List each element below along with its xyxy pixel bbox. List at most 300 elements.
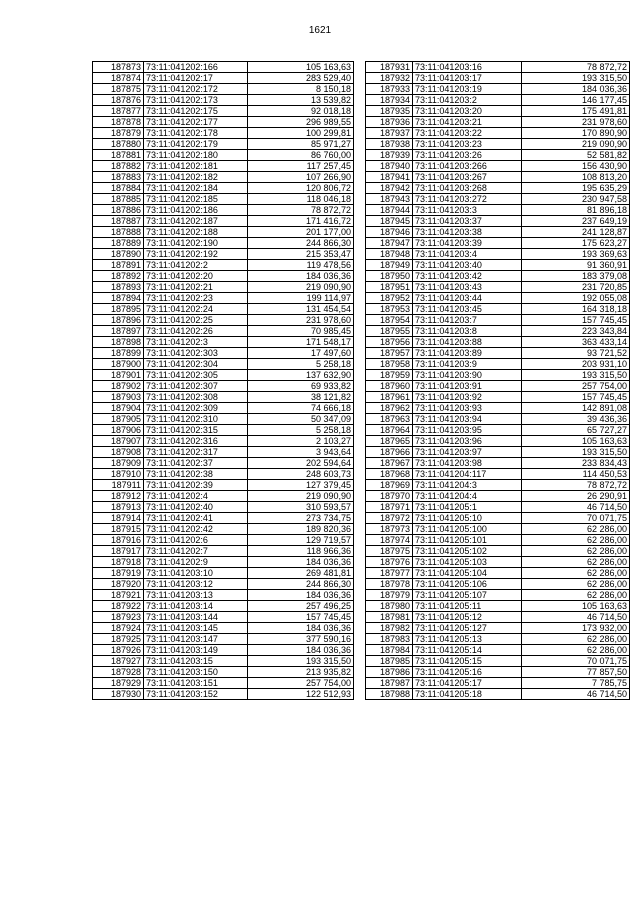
row-number-cell: 187948 (366, 249, 413, 260)
table-row (366, 414, 630, 425)
row-number-cell: 187899 (93, 348, 144, 359)
row-number-cell: 187931 (366, 62, 413, 73)
cadastral-value-cell: 244 866,30 (248, 579, 354, 590)
cadastral-value-cell: 5 258,18 (248, 425, 354, 436)
table-row (93, 513, 354, 524)
cadastral-value-cell: 363 433,14 (522, 337, 630, 348)
cadastral-number-cell: 73:11:041203:149 (144, 645, 248, 656)
cadastral-value-cell: 85 971,27 (248, 139, 354, 150)
table-row (93, 117, 354, 128)
cadastral-number-cell: 73:11:041202:4 (144, 491, 248, 502)
cadastral-value-cell: 233 834,43 (522, 458, 630, 469)
table-row (366, 667, 630, 678)
table-row (93, 315, 354, 326)
cadastral-number-cell: 73:11:041202:166 (144, 62, 248, 73)
row-number-cell: 187947 (366, 238, 413, 249)
row-number-cell: 187959 (366, 370, 413, 381)
cadastral-number-cell: 73:11:041203:21 (413, 117, 522, 128)
cadastral-number-cell: 73:11:041205:16 (413, 667, 522, 678)
row-number-cell: 187936 (366, 117, 413, 128)
table-row (93, 678, 354, 689)
table-row (93, 359, 354, 370)
row-number-cell: 187939 (366, 150, 413, 161)
cadastral-number-cell: 73:11:041202:175 (144, 106, 248, 117)
cadastral-value-cell: 8 150,18 (248, 84, 354, 95)
table-row (366, 491, 630, 502)
cadastral-number-cell: 73:11:041202:37 (144, 458, 248, 469)
cadastral-number-cell: 73:11:041203:150 (144, 667, 248, 678)
cadastral-number-cell: 73:11:041203:38 (413, 227, 522, 238)
cadastral-value-cell: 105 163,63 (248, 62, 354, 73)
cadastral-number-cell: 73:11:041205:127 (413, 623, 522, 634)
cadastral-value-cell: 248 603,73 (248, 469, 354, 480)
cadastral-number-cell: 73:11:041202:310 (144, 414, 248, 425)
cadastral-number-cell: 73:11:041202:173 (144, 95, 248, 106)
cadastral-value-cell: 122 512,93 (248, 689, 354, 700)
table-row (366, 62, 630, 73)
table-row (93, 249, 354, 260)
cadastral-value-cell: 213 935,82 (248, 667, 354, 678)
cadastral-value-cell: 219 090,90 (248, 491, 354, 502)
cadastral-value-cell: 3 943,64 (248, 447, 354, 458)
cadastral-number-cell: 73:11:041203:22 (413, 128, 522, 139)
table-row (93, 590, 354, 601)
table-row (93, 645, 354, 656)
row-number-cell: 187968 (366, 469, 413, 480)
cadastral-value-cell: 78 872,72 (522, 480, 630, 491)
cadastral-value-cell: 193 315,50 (522, 370, 630, 381)
table-row (366, 524, 630, 535)
row-number-cell: 187927 (93, 656, 144, 667)
table-row (366, 557, 630, 568)
cadastral-number-cell: 73:11:041203:44 (413, 293, 522, 304)
cadastral-value-cell: 137 632,90 (248, 370, 354, 381)
row-number-cell: 187901 (93, 370, 144, 381)
cadastral-number-cell: 73:11:041203:17 (413, 73, 522, 84)
cadastral-number-cell: 73:11:041205:102 (413, 546, 522, 557)
cadastral-value-cell: 118 046,18 (248, 194, 354, 205)
cadastral-number-cell: 73:11:041203:20 (413, 106, 522, 117)
cadastral-number-cell: 73:11:041203:90 (413, 370, 522, 381)
cadastral-number-cell: 73:11:041203:97 (413, 447, 522, 458)
cadastral-number-cell: 73:11:041205:17 (413, 678, 522, 689)
row-number-cell: 187975 (366, 546, 413, 557)
cadastral-number-cell: 73:11:041203:42 (413, 271, 522, 282)
table-row (93, 425, 354, 436)
cadastral-value-cell: 171 416,72 (248, 216, 354, 227)
row-number-cell: 187918 (93, 557, 144, 568)
table-row (366, 546, 630, 557)
row-number-cell: 187879 (93, 128, 144, 139)
cadastral-value-cell: 74 666,18 (248, 403, 354, 414)
cadastral-number-cell: 73:11:041203:145 (144, 623, 248, 634)
cadastral-number-cell: 73:11:041202:17 (144, 73, 248, 84)
row-number-cell: 187981 (366, 612, 413, 623)
row-number-cell: 187888 (93, 227, 144, 238)
row-number-cell: 187979 (366, 590, 413, 601)
cadastral-number-cell: 73:11:041202:24 (144, 304, 248, 315)
cadastral-number-cell: 73:11:041205:10 (413, 513, 522, 524)
cadastral-number-cell: 73:11:041202:38 (144, 469, 248, 480)
table-row (93, 414, 354, 425)
row-number-cell: 187916 (93, 535, 144, 546)
row-number-cell: 187890 (93, 249, 144, 260)
table-row (93, 293, 354, 304)
table-row (93, 546, 354, 557)
cadastral-value-cell: 120 806,72 (248, 183, 354, 194)
row-number-cell: 187882 (93, 161, 144, 172)
cadastral-value-cell: 62 286,00 (522, 524, 630, 535)
table-row (366, 447, 630, 458)
cadastral-number-cell: 73:11:041202:317 (144, 447, 248, 458)
row-number-cell: 187914 (93, 513, 144, 524)
row-number-cell: 187967 (366, 458, 413, 469)
cadastral-number-cell: 73:11:041202:315 (144, 425, 248, 436)
table-row (93, 469, 354, 480)
row-number-cell: 187915 (93, 524, 144, 535)
cadastral-value-cell: 105 163,63 (522, 436, 630, 447)
row-number-cell: 187964 (366, 425, 413, 436)
row-number-cell: 187897 (93, 326, 144, 337)
cadastral-value-cell: 156 430,90 (522, 161, 630, 172)
table-row (93, 282, 354, 293)
cadastral-number-cell: 73:11:041204:117 (413, 469, 522, 480)
table-row (366, 634, 630, 645)
cadastral-value-cell: 184 036,36 (248, 645, 354, 656)
cadastral-number-cell: 73:11:041202:25 (144, 315, 248, 326)
cadastral-value-cell: 93 721,52 (522, 348, 630, 359)
table-row (366, 205, 630, 216)
cadastral-number-cell: 73:11:041203:37 (413, 216, 522, 227)
row-number-cell: 187893 (93, 282, 144, 293)
cadastral-number-cell: 73:11:041202:188 (144, 227, 248, 238)
cadastral-value-cell: 283 529,40 (248, 73, 354, 84)
cadastral-value-cell: 157 745,45 (522, 392, 630, 403)
cadastral-number-cell: 73:11:041202:178 (144, 128, 248, 139)
cadastral-number-cell: 73:11:041205:18 (413, 689, 522, 700)
cadastral-value-cell: 91 360,91 (522, 260, 630, 271)
cadastral-value-cell: 193 315,50 (248, 656, 354, 667)
cadastral-number-cell: 73:11:041202:42 (144, 524, 248, 535)
cadastral-value-cell: 219 090,90 (248, 282, 354, 293)
row-number-cell: 187962 (366, 403, 413, 414)
table-row (93, 304, 354, 315)
row-number-cell: 187950 (366, 271, 413, 282)
row-number-cell: 187949 (366, 260, 413, 271)
cadastral-number-cell: 73:11:041203:89 (413, 348, 522, 359)
table-row (366, 227, 630, 238)
row-number-cell: 187878 (93, 117, 144, 128)
cadastral-number-cell: 73:11:041202:179 (144, 139, 248, 150)
table-row (366, 238, 630, 249)
cadastral-number-cell: 73:11:041203:26 (413, 150, 522, 161)
table-row (366, 271, 630, 282)
cadastral-value-cell: 92 018,18 (248, 106, 354, 117)
row-number-cell: 187933 (366, 84, 413, 95)
cadastral-value-cell: 100 299,81 (248, 128, 354, 139)
table-row (93, 161, 354, 172)
cadastral-number-cell: 73:11:041203:96 (413, 436, 522, 447)
table-row (366, 172, 630, 183)
cadastral-number-cell: 73:11:041203:13 (144, 590, 248, 601)
table-row (366, 326, 630, 337)
cadastral-number-cell: 73:11:041202:184 (144, 183, 248, 194)
table-row (366, 260, 630, 271)
row-number-cell: 187919 (93, 568, 144, 579)
cadastral-value-cell: 78 872,72 (248, 205, 354, 216)
table-row (366, 304, 630, 315)
cadastral-value-cell: 164 318,18 (522, 304, 630, 315)
row-number-cell: 187969 (366, 480, 413, 491)
cadastral-number-cell: 73:11:041203:91 (413, 381, 522, 392)
cadastral-number-cell: 73:11:041202:3 (144, 337, 248, 348)
cadastral-number-cell: 73:11:041203:266 (413, 161, 522, 172)
cadastral-number-cell: 73:11:041205:14 (413, 645, 522, 656)
table-row (366, 689, 630, 700)
row-number-cell: 187951 (366, 282, 413, 293)
cadastral-value-cell: 7 785,75 (522, 678, 630, 689)
cadastral-value-cell: 230 947,58 (522, 194, 630, 205)
cadastral-number-cell: 73:11:041205:107 (413, 590, 522, 601)
cadastral-value-cell: 108 813,20 (522, 172, 630, 183)
table-row (366, 579, 630, 590)
cadastral-value-cell: 129 719,57 (248, 535, 354, 546)
cadastral-number-cell: 73:11:041204:3 (413, 480, 522, 491)
table-row (93, 601, 354, 612)
row-number-cell: 187928 (93, 667, 144, 678)
cadastral-value-cell: 193 369,63 (522, 249, 630, 260)
row-number-cell: 187902 (93, 381, 144, 392)
cadastral-number-cell: 73:11:041203:4 (413, 249, 522, 260)
cadastral-value-cell: 62 286,00 (522, 557, 630, 568)
cadastral-value-cell: 119 478,56 (248, 260, 354, 271)
cadastral-value-cell: 257 754,00 (522, 381, 630, 392)
cadastral-number-cell: 73:11:041203:88 (413, 337, 522, 348)
cadastral-number-cell: 73:11:041203:9 (413, 359, 522, 370)
cadastral-value-cell: 2 103,27 (248, 436, 354, 447)
cadastral-number-cell: 73:11:041202:2 (144, 260, 248, 271)
row-number-cell: 187942 (366, 183, 413, 194)
cadastral-number-cell: 73:11:041202:192 (144, 249, 248, 260)
row-number-cell: 187883 (93, 172, 144, 183)
cadastral-value-cell: 50 347,09 (248, 414, 354, 425)
table-row (93, 392, 354, 403)
cadastral-value-cell: 310 593,57 (248, 502, 354, 513)
row-number-cell: 187978 (366, 579, 413, 590)
table-row (366, 392, 630, 403)
table-row (93, 612, 354, 623)
row-number-cell: 187908 (93, 447, 144, 458)
cadastral-number-cell: 73:11:041205:12 (413, 612, 522, 623)
table-row (366, 601, 630, 612)
cadastral-number-cell: 73:11:041202:177 (144, 117, 248, 128)
cadastral-value-cell: 46 714,50 (522, 689, 630, 700)
cadastral-number-cell: 73:11:041202:316 (144, 436, 248, 447)
cadastral-value-cell: 193 315,50 (522, 73, 630, 84)
row-number-cell: 187944 (366, 205, 413, 216)
row-number-cell: 187965 (366, 436, 413, 447)
row-number-cell: 187874 (93, 73, 144, 84)
cadastral-number-cell: 73:11:041205:1 (413, 502, 522, 513)
cadastral-value-cell: 193 315,50 (522, 447, 630, 458)
cadastral-value-cell: 203 931,10 (522, 359, 630, 370)
row-number-cell: 187886 (93, 205, 144, 216)
row-number-cell: 187903 (93, 392, 144, 403)
row-number-cell: 187930 (93, 689, 144, 700)
cadastral-number-cell: 73:11:041202:309 (144, 403, 248, 414)
cadastral-value-cell: 62 286,00 (522, 579, 630, 590)
registry-table-left (92, 61, 354, 700)
table-row (93, 634, 354, 645)
cadastral-number-cell: 73:11:041203:23 (413, 139, 522, 150)
cadastral-value-cell: 46 714,50 (522, 612, 630, 623)
table-row (93, 491, 354, 502)
row-number-cell: 187889 (93, 238, 144, 249)
row-number-cell: 187983 (366, 634, 413, 645)
cadastral-value-cell: 52 581,82 (522, 150, 630, 161)
cadastral-value-cell: 38 121,82 (248, 392, 354, 403)
cadastral-number-cell: 73:11:041203:8 (413, 326, 522, 337)
cadastral-value-cell: 62 286,00 (522, 535, 630, 546)
row-number-cell: 187976 (366, 557, 413, 568)
table-row (366, 656, 630, 667)
row-number-cell: 187937 (366, 128, 413, 139)
table-row (93, 656, 354, 667)
row-number-cell: 187963 (366, 414, 413, 425)
row-number-cell: 187982 (366, 623, 413, 634)
row-number-cell: 187984 (366, 645, 413, 656)
cadastral-value-cell: 105 163,63 (522, 601, 630, 612)
cadastral-number-cell: 73:11:041205:13 (413, 634, 522, 645)
table-row (93, 348, 354, 359)
cadastral-value-cell: 5 258,18 (248, 359, 354, 370)
cadastral-value-cell: 184 036,36 (248, 557, 354, 568)
cadastral-number-cell: 73:11:041205:100 (413, 524, 522, 535)
cadastral-number-cell: 73:11:041203:92 (413, 392, 522, 403)
row-number-cell: 187875 (93, 84, 144, 95)
row-number-cell: 187891 (93, 260, 144, 271)
cadastral-value-cell: 81 896,18 (522, 205, 630, 216)
table-row (366, 359, 630, 370)
cadastral-number-cell: 73:11:041203:10 (144, 568, 248, 579)
cadastral-value-cell: 231 720,85 (522, 282, 630, 293)
table-row (93, 667, 354, 678)
row-number-cell: 187956 (366, 337, 413, 348)
cadastral-value-cell: 78 872,72 (522, 62, 630, 73)
page-number: 1621 (308, 25, 332, 36)
row-number-cell: 187920 (93, 579, 144, 590)
row-number-cell: 187986 (366, 667, 413, 678)
cadastral-number-cell: 73:11:041203:7 (413, 315, 522, 326)
table-row (366, 568, 630, 579)
cadastral-number-cell: 73:11:041203:95 (413, 425, 522, 436)
table-row (93, 370, 354, 381)
row-number-cell: 187988 (366, 689, 413, 700)
table-row (366, 590, 630, 601)
cadastral-value-cell: 171 548,17 (248, 337, 354, 348)
table-row (366, 183, 630, 194)
row-number-cell: 187926 (93, 645, 144, 656)
cadastral-number-cell: 73:11:041203:45 (413, 304, 522, 315)
cadastral-number-cell: 73:11:041203:144 (144, 612, 248, 623)
row-number-cell: 187966 (366, 447, 413, 458)
row-number-cell: 187904 (93, 403, 144, 414)
table-row (366, 623, 630, 634)
row-number-cell: 187987 (366, 678, 413, 689)
cadastral-number-cell: 73:11:041203:16 (413, 62, 522, 73)
row-number-cell: 187958 (366, 359, 413, 370)
table-row (93, 535, 354, 546)
row-number-cell: 187921 (93, 590, 144, 601)
cadastral-value-cell: 231 978,60 (522, 117, 630, 128)
cadastral-value-cell: 118 966,36 (248, 546, 354, 557)
row-number-cell: 187876 (93, 95, 144, 106)
cadastral-value-cell: 127 379,45 (248, 480, 354, 491)
table-row (366, 73, 630, 84)
cadastral-value-cell: 377 590,16 (248, 634, 354, 645)
table-row (366, 337, 630, 348)
table-row (366, 84, 630, 95)
cadastral-number-cell: 73:11:041203:3 (413, 205, 522, 216)
cadastral-value-cell: 273 734,75 (248, 513, 354, 524)
table-row (366, 139, 630, 150)
row-number-cell: 187896 (93, 315, 144, 326)
row-number-cell: 187909 (93, 458, 144, 469)
cadastral-number-cell: 73:11:041203:39 (413, 238, 522, 249)
registry-table-right (365, 61, 630, 700)
row-number-cell: 187900 (93, 359, 144, 370)
row-number-cell: 187985 (366, 656, 413, 667)
cadastral-number-cell: 73:11:041203:94 (413, 414, 522, 425)
table-row (93, 458, 354, 469)
row-number-cell: 187943 (366, 194, 413, 205)
row-number-cell: 187898 (93, 337, 144, 348)
row-number-cell: 187873 (93, 62, 144, 73)
table-row (93, 326, 354, 337)
cadastral-number-cell: 73:11:041202:187 (144, 216, 248, 227)
row-number-cell: 187885 (93, 194, 144, 205)
cadastral-value-cell: 107 266,90 (248, 172, 354, 183)
cadastral-value-cell: 62 286,00 (522, 634, 630, 645)
table-row (93, 447, 354, 458)
cadastral-value-cell: 157 745,45 (248, 612, 354, 623)
cadastral-number-cell: 73:11:041202:307 (144, 381, 248, 392)
row-number-cell: 187953 (366, 304, 413, 315)
cadastral-number-cell: 73:11:041202:182 (144, 172, 248, 183)
cadastral-number-cell: 73:11:041202:304 (144, 359, 248, 370)
cadastral-value-cell: 117 257,45 (248, 161, 354, 172)
table-row (366, 403, 630, 414)
row-number-cell: 187952 (366, 293, 413, 304)
table-row (93, 183, 354, 194)
table-row (93, 381, 354, 392)
row-number-cell: 187961 (366, 392, 413, 403)
cadastral-value-cell: 183 379,08 (522, 271, 630, 282)
cadastral-number-cell: 73:11:041202:9 (144, 557, 248, 568)
table-row (366, 128, 630, 139)
cadastral-value-cell: 62 286,00 (522, 568, 630, 579)
cadastral-value-cell: 69 933,82 (248, 381, 354, 392)
row-number-cell: 187923 (93, 612, 144, 623)
cadastral-number-cell: 73:11:041202:180 (144, 150, 248, 161)
row-number-cell: 187932 (366, 73, 413, 84)
cadastral-number-cell: 73:11:041202:305 (144, 370, 248, 381)
cadastral-value-cell: 175 491,81 (522, 106, 630, 117)
row-number-cell: 187971 (366, 502, 413, 513)
cadastral-number-cell: 73:11:041203:93 (413, 403, 522, 414)
row-number-cell: 187894 (93, 293, 144, 304)
cadastral-value-cell: 202 594,64 (248, 458, 354, 469)
